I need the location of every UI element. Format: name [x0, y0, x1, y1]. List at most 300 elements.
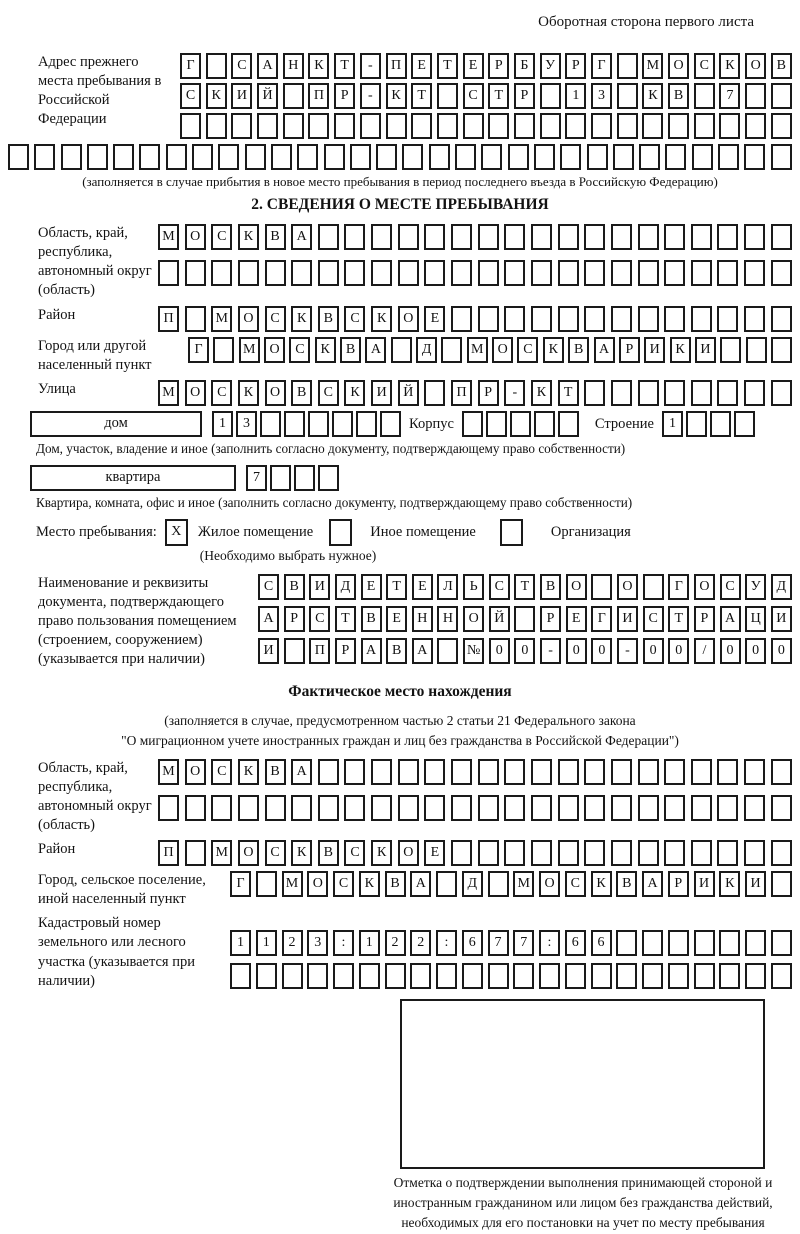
char-cell: К	[308, 53, 329, 79]
char-cell: А	[720, 606, 741, 632]
char-cell: П	[158, 306, 179, 332]
char-cell	[324, 144, 345, 170]
char-cell	[611, 224, 632, 250]
char-cell	[668, 930, 689, 956]
char-cell	[504, 759, 525, 785]
char-cell: 0	[591, 638, 612, 664]
char-cell	[318, 224, 339, 250]
char-cell: О	[185, 380, 206, 406]
char-cell	[744, 306, 765, 332]
char-cell: 7	[488, 930, 509, 956]
char-cell: Е	[463, 53, 484, 79]
char-cell	[771, 144, 792, 170]
char-cell	[745, 83, 766, 109]
house-box-label: дом	[30, 411, 202, 437]
char-cell	[185, 260, 206, 286]
char-cell	[531, 224, 552, 250]
char-cell	[318, 759, 339, 785]
char-cell	[744, 144, 765, 170]
house-caption: Дом, участок, владение и иное (заполнить согласно документу, подтверждающему право собственности)	[36, 440, 626, 456]
char-cell	[271, 144, 292, 170]
char-cell	[411, 113, 432, 139]
char-cell	[451, 224, 472, 250]
char-cell	[771, 930, 792, 956]
char-cell	[717, 795, 738, 821]
char-cell: К	[543, 337, 564, 363]
confirmation-mark-box	[400, 999, 765, 1169]
char-cell: К	[238, 759, 259, 785]
char-cell: Г	[591, 606, 612, 632]
char-cell: Р	[694, 606, 715, 632]
char-cell	[692, 144, 713, 170]
char-cell: Т	[514, 574, 535, 600]
char-cell: В	[668, 83, 689, 109]
char-cell: Т	[334, 53, 355, 79]
char-cell	[504, 224, 525, 250]
char-cell: К	[531, 380, 552, 406]
char-cell	[284, 411, 305, 437]
char-cell	[584, 795, 605, 821]
prev-address-row-2	[180, 83, 792, 109]
char-cell	[245, 144, 266, 170]
char-cell: П	[308, 83, 329, 109]
char-cell: 3	[236, 411, 257, 437]
char-cell: О	[566, 574, 587, 600]
char-cell	[481, 144, 502, 170]
char-cell: Ь	[463, 574, 484, 600]
char-cell	[265, 795, 286, 821]
char-cell: О	[238, 306, 259, 332]
char-cell: Е	[386, 606, 407, 632]
char-cell: В	[265, 224, 286, 250]
actual-region-block	[8, 759, 792, 836]
char-cell	[719, 963, 740, 989]
apartment-box-label: квартира	[30, 465, 236, 491]
char-cell: О	[539, 871, 560, 897]
char-cell	[270, 465, 291, 491]
char-cell: Г	[591, 53, 612, 79]
char-cell	[87, 144, 108, 170]
char-cell: А	[361, 638, 382, 664]
char-cell: В	[386, 638, 407, 664]
actual-region-row-2	[158, 795, 792, 821]
char-cell: В	[385, 871, 406, 897]
char-cell: О	[745, 53, 766, 79]
korpus-cells	[462, 411, 579, 437]
char-cell	[558, 795, 579, 821]
char-cell: С	[344, 840, 365, 866]
char-cell: О	[463, 606, 484, 632]
char-cell: К	[591, 871, 612, 897]
char-cell	[462, 963, 483, 989]
char-cell: Р	[565, 53, 586, 79]
char-cell: 6	[591, 930, 612, 956]
actual-city-label: Город, сельское поселение, иной населенный пункт	[38, 872, 206, 908]
char-cell	[771, 963, 792, 989]
char-cell	[283, 113, 304, 139]
char-cell: А	[642, 871, 663, 897]
char-cell: И	[231, 83, 252, 109]
char-cell	[451, 306, 472, 332]
char-cell	[462, 411, 483, 437]
char-cell	[668, 963, 689, 989]
document-label: Наименование и реквизиты документа, подтверждающего право пользования помещением (строением, сооружением) (указывается при наличии)	[38, 574, 237, 668]
char-cell	[734, 411, 755, 437]
char-cell	[213, 337, 234, 363]
char-cell	[318, 465, 339, 491]
char-cell	[488, 871, 509, 897]
char-cell	[344, 795, 365, 821]
char-cell	[694, 113, 715, 139]
char-cell	[744, 260, 765, 286]
char-cell	[308, 411, 329, 437]
char-cell	[398, 224, 419, 250]
char-cell: И	[694, 871, 715, 897]
char-cell	[398, 759, 419, 785]
stroenie-cells	[662, 411, 755, 437]
char-cell: К	[670, 337, 691, 363]
char-cell: Е	[424, 840, 445, 866]
char-cell: С	[489, 574, 510, 600]
char-cell	[584, 306, 605, 332]
char-cell	[478, 840, 499, 866]
char-cell: Д	[335, 574, 356, 600]
char-cell: Р	[478, 380, 499, 406]
char-cell: /	[694, 638, 715, 664]
char-cell	[504, 260, 525, 286]
char-cell: Д	[462, 871, 483, 897]
char-cell	[591, 963, 612, 989]
char-cell	[720, 337, 741, 363]
page-side-note: Оборотная сторона первого листа	[538, 14, 754, 30]
char-cell	[206, 113, 227, 139]
char-cell: П	[309, 638, 330, 664]
char-cell: 1	[662, 411, 683, 437]
char-cell	[436, 871, 457, 897]
char-cell: Р	[514, 83, 535, 109]
char-cell: О	[185, 759, 206, 785]
char-cell: К	[206, 83, 227, 109]
char-cell: М	[158, 759, 179, 785]
char-cell: В	[361, 606, 382, 632]
char-cell	[478, 306, 499, 332]
char-cell	[192, 144, 213, 170]
char-cell: :	[436, 930, 457, 956]
char-cell	[771, 840, 792, 866]
char-cell: М	[211, 840, 232, 866]
char-cell	[565, 963, 586, 989]
char-cell	[643, 574, 664, 600]
char-cell: О	[492, 337, 513, 363]
char-cell: О	[694, 574, 715, 600]
actual-location-note	[8, 711, 792, 750]
char-cell: О	[398, 840, 419, 866]
char-cell	[771, 224, 792, 250]
char-cell: С	[265, 840, 286, 866]
char-cell: В	[340, 337, 361, 363]
char-cell	[424, 224, 445, 250]
char-cell: П	[451, 380, 472, 406]
char-cell	[514, 113, 535, 139]
char-cell	[558, 411, 579, 437]
char-cell	[424, 759, 445, 785]
char-cell	[617, 83, 638, 109]
char-cell	[638, 306, 659, 332]
char-cell: С	[643, 606, 664, 632]
char-cell	[642, 930, 663, 956]
char-cell	[424, 260, 445, 286]
char-cell: Е	[361, 574, 382, 600]
char-cell: Р	[335, 638, 356, 664]
char-cell: 0	[668, 638, 689, 664]
char-cell	[185, 306, 206, 332]
char-cell: А	[594, 337, 615, 363]
char-cell: Г	[668, 574, 689, 600]
document-row-2	[258, 606, 792, 632]
char-cell: В	[284, 574, 305, 600]
char-cell: Е	[424, 306, 445, 332]
char-cell	[584, 260, 605, 286]
char-cell	[291, 260, 312, 286]
char-cell: К	[291, 840, 312, 866]
char-cell	[185, 795, 206, 821]
char-cell: В	[616, 871, 637, 897]
char-cell	[638, 260, 659, 286]
char-cell: К	[386, 83, 407, 109]
char-cell	[139, 144, 160, 170]
char-cell: -	[617, 638, 638, 664]
char-cell	[8, 144, 29, 170]
char-cell	[686, 411, 707, 437]
char-cell: А	[258, 606, 279, 632]
char-cell	[717, 306, 738, 332]
char-cell	[691, 759, 712, 785]
char-cell	[642, 113, 663, 139]
char-cell: О	[264, 337, 285, 363]
char-cell	[265, 260, 286, 286]
char-cell	[560, 144, 581, 170]
char-cell	[158, 260, 179, 286]
char-cell: С	[344, 306, 365, 332]
char-cell	[691, 260, 712, 286]
char-cell: О	[617, 574, 638, 600]
char-cell	[451, 759, 472, 785]
char-cell	[744, 795, 765, 821]
char-cell	[283, 83, 304, 109]
char-cell: Н	[437, 606, 458, 632]
char-cell: И	[258, 638, 279, 664]
char-cell: К	[371, 306, 392, 332]
char-cell: -	[540, 638, 561, 664]
char-cell	[410, 963, 431, 989]
char-cell: У	[745, 574, 766, 600]
prev-address-row-1	[180, 53, 792, 79]
char-cell	[291, 795, 312, 821]
char-cell	[218, 144, 239, 170]
char-cell: 2	[282, 930, 303, 956]
char-cell	[771, 337, 792, 363]
char-cell: 2	[410, 930, 431, 956]
region-row-2	[158, 260, 792, 286]
char-cell	[504, 795, 525, 821]
region-label: Область, край, республика, автономный округ (область)	[38, 225, 152, 299]
char-cell: С	[694, 53, 715, 79]
city-row	[188, 337, 792, 363]
char-cell	[745, 963, 766, 989]
char-cell	[424, 795, 445, 821]
char-cell	[437, 113, 458, 139]
char-cell	[710, 411, 731, 437]
char-cell: С	[180, 83, 201, 109]
char-cell	[639, 144, 660, 170]
char-cell: О	[265, 380, 286, 406]
char-cell	[371, 795, 392, 821]
char-cell: 0	[643, 638, 664, 664]
region-block	[8, 224, 792, 301]
char-cell: С	[258, 574, 279, 600]
char-cell: №	[463, 638, 484, 664]
char-cell	[333, 963, 354, 989]
char-cell	[424, 380, 445, 406]
char-cell	[611, 306, 632, 332]
cadastral-row-2	[230, 963, 792, 989]
char-cell	[34, 144, 55, 170]
char-cell	[691, 306, 712, 332]
stay-type-other-label: Иное помещение	[370, 523, 476, 540]
char-cell	[745, 930, 766, 956]
char-cell	[565, 113, 586, 139]
char-cell: Й	[398, 380, 419, 406]
char-cell: К	[291, 306, 312, 332]
char-cell: С	[265, 306, 286, 332]
char-cell: У	[540, 53, 561, 79]
char-cell	[359, 963, 380, 989]
char-cell	[584, 840, 605, 866]
char-cell: Г	[230, 871, 251, 897]
char-cell	[380, 411, 401, 437]
char-cell: К	[344, 380, 365, 406]
district-row	[158, 306, 792, 332]
char-cell: 3	[307, 930, 328, 956]
char-cell: Т	[335, 606, 356, 632]
char-cell	[744, 759, 765, 785]
char-cell	[436, 963, 457, 989]
char-cell: Р	[488, 53, 509, 79]
char-cell	[584, 380, 605, 406]
char-cell: 7	[246, 465, 267, 491]
char-cell	[350, 144, 371, 170]
char-cell: -	[360, 83, 381, 109]
char-cell	[158, 795, 179, 821]
char-cell: И	[617, 606, 638, 632]
char-cell	[398, 795, 419, 821]
char-cell: 0	[514, 638, 535, 664]
char-cell	[558, 840, 579, 866]
char-cell	[558, 306, 579, 332]
char-cell	[691, 840, 712, 866]
char-cell: Т	[668, 606, 689, 632]
document-block	[8, 574, 792, 670]
char-cell	[642, 963, 663, 989]
char-cell	[211, 795, 232, 821]
apartment-row	[30, 465, 792, 491]
char-cell	[744, 380, 765, 406]
char-cell	[478, 260, 499, 286]
actual-district-row	[158, 840, 792, 866]
char-cell: -	[504, 380, 525, 406]
char-cell	[260, 411, 281, 437]
char-cell: В	[568, 337, 589, 363]
char-cell: В	[540, 574, 561, 600]
char-cell: 6	[462, 930, 483, 956]
char-cell: 0	[745, 638, 766, 664]
char-cell	[665, 144, 686, 170]
char-cell: 0	[720, 638, 741, 664]
char-cell: Р	[284, 606, 305, 632]
char-cell	[664, 759, 685, 785]
char-cell: 0	[489, 638, 510, 664]
char-cell	[166, 144, 187, 170]
char-cell	[719, 930, 740, 956]
char-cell: С	[211, 759, 232, 785]
char-cell: К	[315, 337, 336, 363]
prev-address-row-3	[180, 113, 792, 139]
char-cell: М	[158, 380, 179, 406]
char-cell	[611, 759, 632, 785]
char-cell: 1	[230, 930, 251, 956]
char-cell: С	[517, 337, 538, 363]
char-cell	[540, 83, 561, 109]
char-cell	[691, 380, 712, 406]
char-cell: О	[238, 840, 259, 866]
char-cell: О	[668, 53, 689, 79]
char-cell	[256, 963, 277, 989]
actual-city-block	[8, 871, 792, 909]
cadastral-label: Кадастровый номер земельного или лесного участка (указывается при наличии)	[38, 915, 195, 989]
char-cell	[256, 871, 277, 897]
street-block	[8, 380, 792, 406]
char-cell	[717, 759, 738, 785]
cadastral-block	[8, 914, 792, 991]
char-cell: В	[771, 53, 792, 79]
char-cell	[398, 260, 419, 286]
char-cell: С	[309, 606, 330, 632]
char-cell	[617, 113, 638, 139]
char-cell	[297, 144, 318, 170]
char-cell: М	[642, 53, 663, 79]
char-cell	[771, 759, 792, 785]
char-cell: В	[265, 759, 286, 785]
char-cell	[391, 337, 412, 363]
char-cell	[717, 380, 738, 406]
char-cell	[508, 144, 529, 170]
char-cell	[558, 260, 579, 286]
char-cell: Л	[437, 574, 458, 600]
char-cell: И	[745, 871, 766, 897]
char-cell	[611, 260, 632, 286]
char-cell: А	[291, 224, 312, 250]
char-cell	[664, 840, 685, 866]
char-cell: К	[642, 83, 663, 109]
char-cell: М	[282, 871, 303, 897]
char-cell	[611, 380, 632, 406]
actual-region-label: Область, край, республика, автономный округ (область)	[38, 759, 152, 833]
char-cell: -	[360, 53, 381, 79]
char-cell: С	[720, 574, 741, 600]
char-cell: О	[185, 224, 206, 250]
char-cell	[691, 795, 712, 821]
char-cell: К	[238, 224, 259, 250]
